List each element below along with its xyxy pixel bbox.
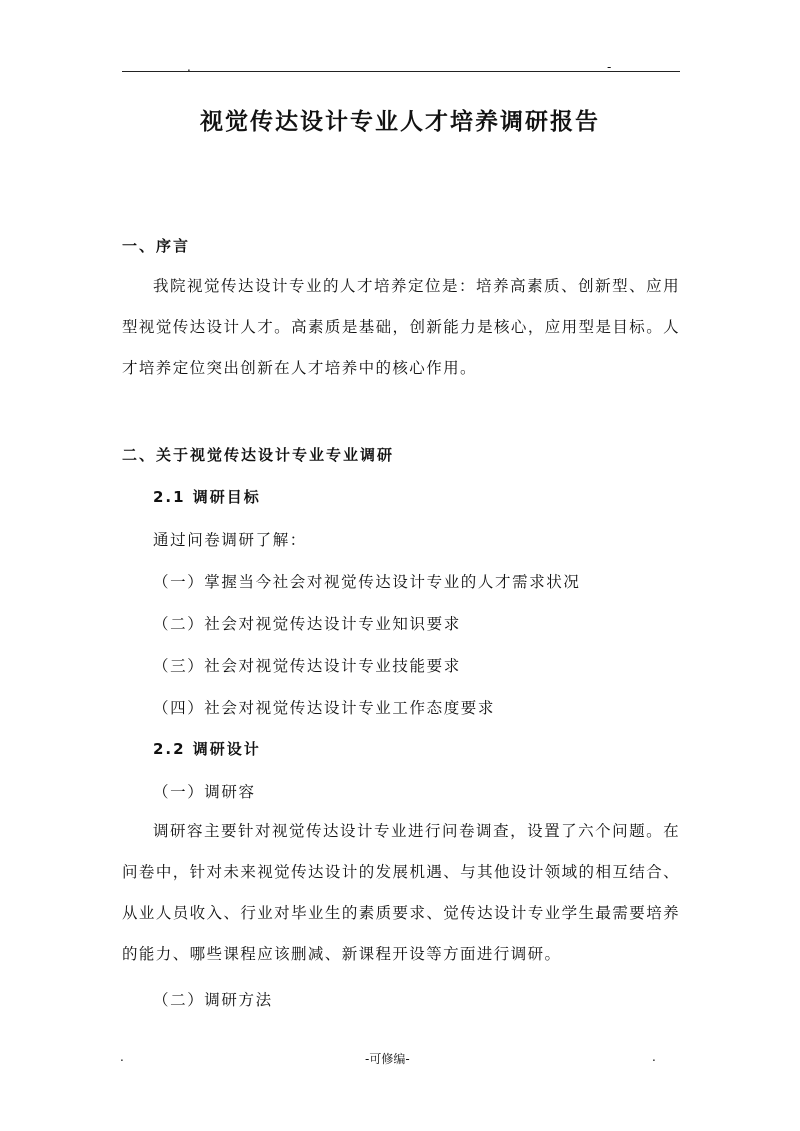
preface-paragraph: 我院视觉传达设计专业的人才培养定位是：培养高素质、创新型、应用型视觉传达设计人才。高素质是基础，创新能力是核心，应用型是目标。人才培养定位突出创新在人才培养中的核心作用。 <box>122 277 680 377</box>
subsection-heading-design: 2.2 调研设计 <box>153 740 261 758</box>
goal-item: （四）社会对视觉传达设计专业工作态度要求 <box>153 699 496 717</box>
section-heading-preface: 一、序言 <box>122 237 191 255</box>
footer-right-mark: . <box>652 1050 656 1064</box>
design-paragraph: 调研容主要针对视觉传达设计专业进行问卷调查，设置了六个问题。在问卷中，针对未来视觉传达设计的发展机遇、与其他设计领域的相互结合、从业人员收入、行业对毕业生的素质要求、觉传达设计专业学生最需要培养的能力、哪些课程应该删减、新课程开设等方面进行调研。 <box>122 822 680 963</box>
goal-item: （一）掌握当今社会对视觉传达设计专业的人才需求状况 <box>153 573 581 591</box>
goal-item: （三）社会对视觉传达设计专业技能要求 <box>153 657 461 675</box>
footer-center-text: -可修编- <box>365 1052 410 1066</box>
design-item-method: （二）调研方法 <box>153 991 273 1009</box>
design-item-content: （一）调研容 <box>153 783 256 801</box>
footer-left-mark: . <box>120 1050 124 1064</box>
document-title: 视觉传达设计专业人才培养调研报告 <box>200 109 600 135</box>
goals-intro: 通过问卷调研了解： <box>153 531 307 549</box>
header-left-mark: . <box>187 60 191 74</box>
header-right-mark: - <box>607 60 612 74</box>
section-heading-survey: 二、关于视觉传达设计专业专业调研 <box>122 446 395 464</box>
header-rule <box>122 71 680 72</box>
goal-item: （二）社会对视觉传达设计专业知识要求 <box>153 615 461 633</box>
subsection-heading-goals: 2.1 调研目标 <box>153 488 261 506</box>
